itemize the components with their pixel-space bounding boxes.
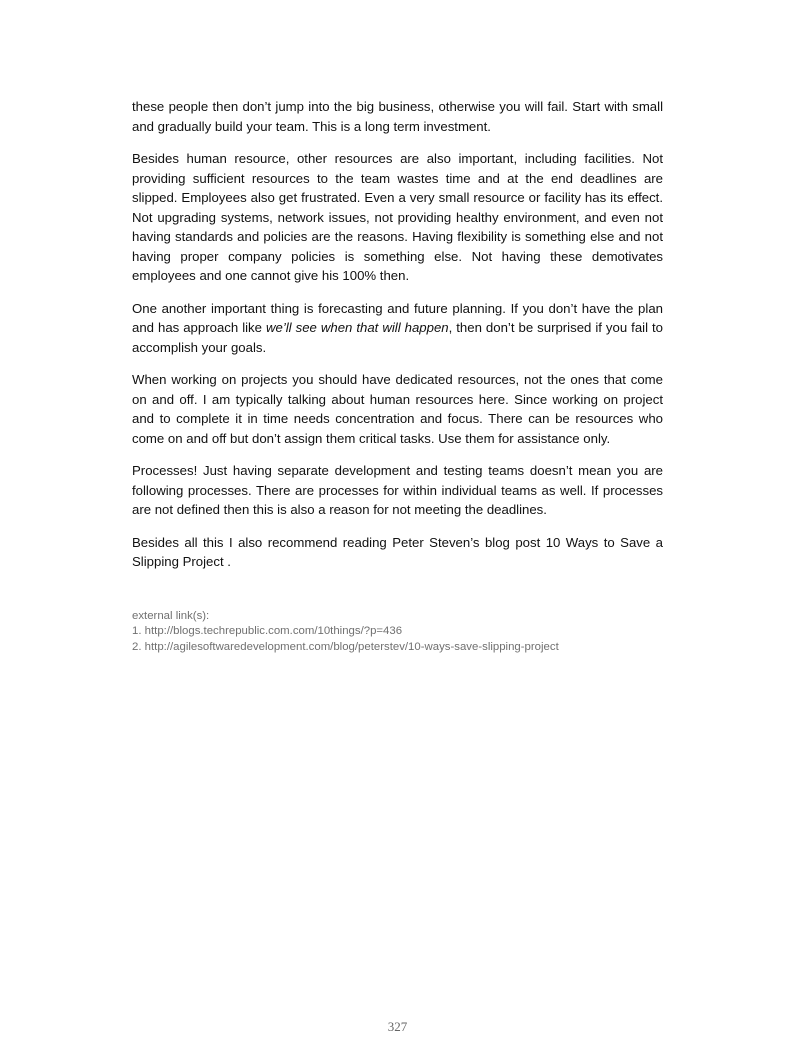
external-links — [132, 609, 663, 656]
external-link[interactable]: 1. http://blogs.techrepublic.com.com/10things/?p=436 — [132, 625, 403, 637]
paragraph-text: , then don’t be surprised if you fail to accomplish your goals. — [132, 320, 664, 355]
body-paragraph: these people then don’t jump into the big business, otherwise you will fail. Start with small and gradually build your team. This is a long term investment. — [132, 99, 663, 134]
paragraph-text: One another important thing is forecasting and future planning. If you don’t have the plan and has approach like — [132, 300, 663, 335]
italic-phrase: we’ll see when that will happen — [265, 320, 449, 335]
body-paragraph: Besides human resource, other resources are also important, including facilities. Not providing sufficient resources to the team wastes time and at the end deadlines are slipped. Employees also get frustrated. Even a very small resource or facility has its effect. Not upgrading systems, network issues, not providing healthy environment, and even not having standards and policies are the reasons. Having flexibility is something else and not having proper company policies is something else. Not having these demotivates employees and one cannot give his 100% then. — [132, 151, 663, 283]
external-links-heading: external link(s): — [132, 609, 210, 622]
body-paragraph — [132, 299, 663, 358]
body-paragraph: Processes! Just having separate development and testing teams doesn’t mean you are following processes. There are processes for within individual teams as well. If processes are not defined then this is also a reason for not meeting the deadlines. — [132, 463, 663, 517]
body-paragraph: When working on projects you should have dedicated resources, not the ones that come on and off. I am typically talking about human resources here. Since working on project and to complete it in time needs concentration and focus. There can be resources who come on and off but don’t assign them critical tasks. Use them for assistance only. — [132, 372, 663, 446]
page-content — [132, 97, 663, 655]
external-link[interactable]: 2. http://agilesoftwaredevelopment.com/blog/peterstev/10-ways-save-slipping-project — [132, 640, 559, 653]
page-number: 327 — [387, 1019, 408, 1034]
body-paragraph: Besides all this I also recommend reading Peter Steven’s blog post 10 Ways to Save a Slipping Project . — [132, 534, 663, 569]
